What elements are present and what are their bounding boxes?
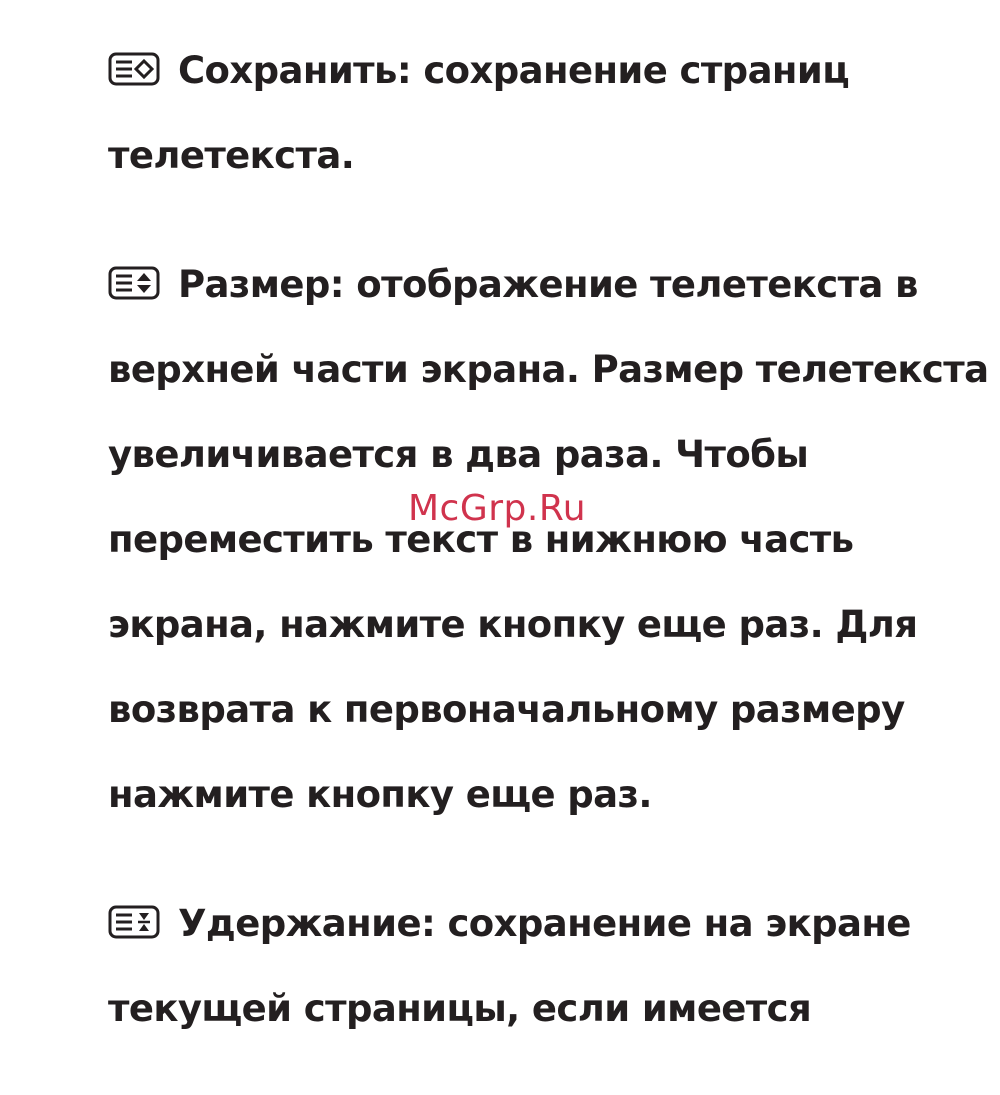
- description-text: сохранение страниц: [411, 49, 850, 92]
- entry-line: [108, 242, 968, 327]
- entry-line: [108, 28, 968, 113]
- entry-line: телетекста.: [108, 134, 355, 177]
- entry-line: текущей страницы, если имеется: [108, 987, 812, 1030]
- entry-hold: [108, 881, 968, 1051]
- teletext-store-icon: [108, 52, 160, 88]
- teletext-hold-icon: [108, 905, 160, 941]
- description-text: отображение телетекста в: [344, 263, 918, 306]
- teletext-size-icon: [108, 266, 160, 302]
- entry-line: [108, 881, 968, 966]
- entry-line: нажмите кнопку еще раз.: [108, 773, 652, 816]
- manual-page: [108, 28, 989, 1095]
- description-text: сохранение на экране: [435, 902, 911, 945]
- term-label: Сохранить:: [178, 49, 412, 92]
- entry-line: переместить текст в нижнюю часть: [108, 518, 854, 561]
- entry-line: увеличивается в два раза. Чтобы: [108, 433, 809, 476]
- watermark: McGrp.Ru: [408, 488, 587, 529]
- entry-line: возврата к первоначальному размеру: [108, 688, 905, 731]
- entry-store: [108, 28, 968, 198]
- term-label: Удержание:: [178, 902, 436, 945]
- entry-size: [108, 242, 989, 837]
- entry-line: верхней части экрана. Размер телетекста: [108, 348, 989, 391]
- entry-line: экрана, нажмите кнопку еще раз. Для: [108, 603, 918, 646]
- term-label: Размер:: [178, 263, 345, 306]
